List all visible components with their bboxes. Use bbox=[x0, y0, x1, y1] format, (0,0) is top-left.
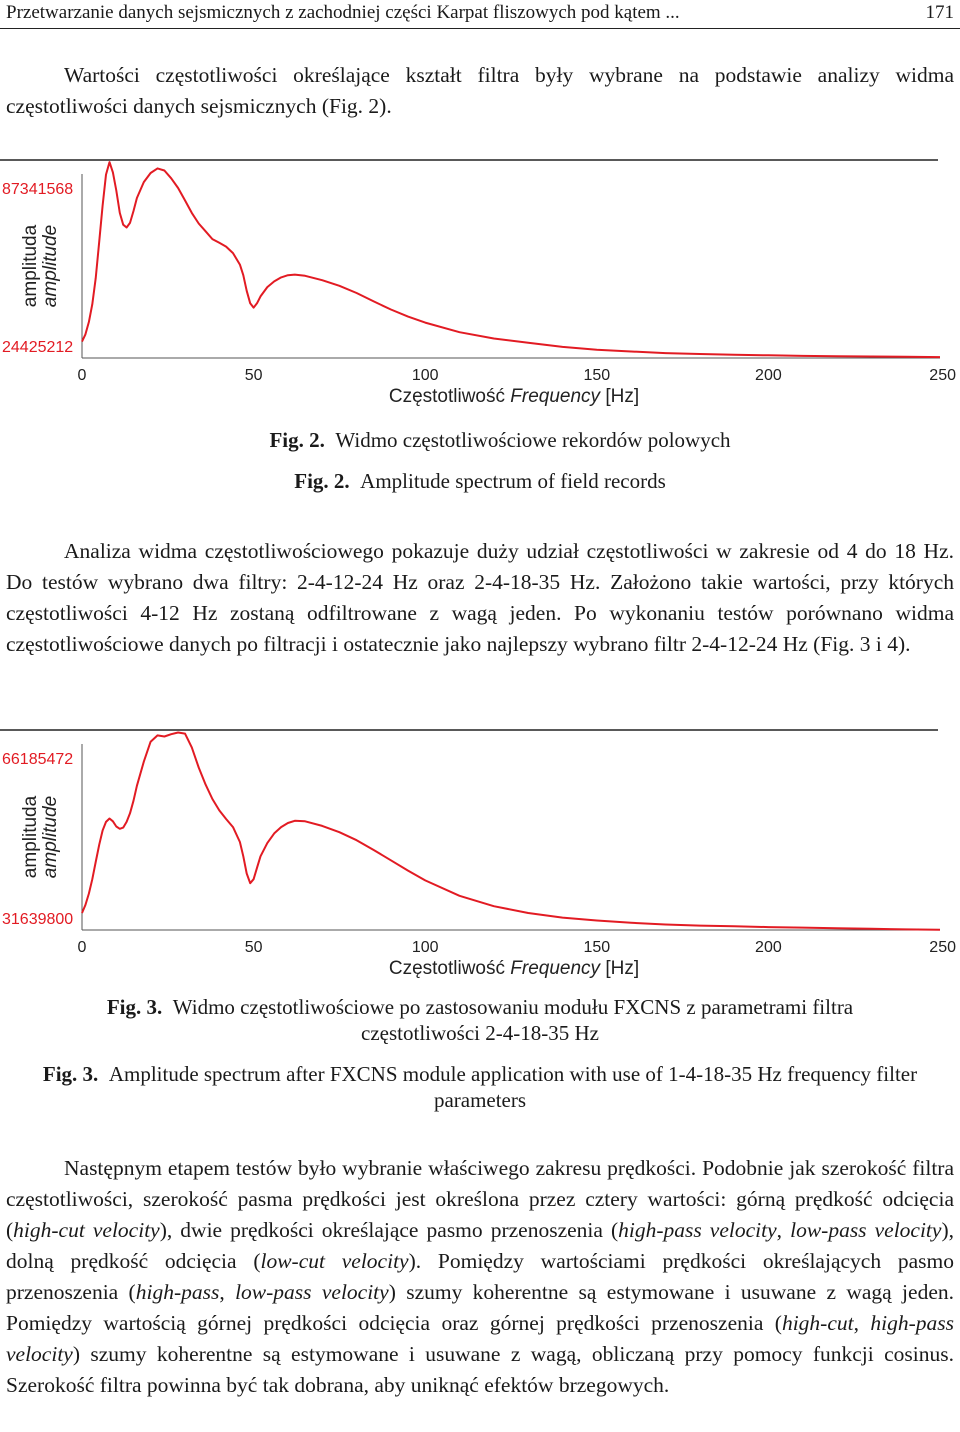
running-title: Przetwarzanie danych sejsmicznych z zachodniej części Karpat fliszowych pod kątem ... bbox=[6, 2, 680, 23]
y-tick-label-max: 66185472 bbox=[2, 751, 74, 768]
figure-2-text-en: Amplitude spectrum of field records bbox=[360, 469, 666, 493]
x-tick-label: 100 bbox=[411, 367, 439, 384]
x-tick-label: 250 bbox=[929, 367, 956, 384]
x-axis-label bbox=[389, 386, 639, 407]
x-tick-label: 100 bbox=[411, 939, 439, 956]
x-axis-label-en: Frequency bbox=[510, 386, 601, 407]
figure-2-chart bbox=[0, 150, 960, 420]
intro-text: Wartości częstotliwości określające kształt filtra były wybrane na podstawie analizy widma częstotliwości danych sejsmicznych (Fig. 2). bbox=[6, 63, 954, 118]
paragraph-2-text: Analiza widma częstotliwościowego pokazuje duży udział częstotliwości w zakresie od 4 do 18 Hz. Do testów wybrano dwa filtry: 2-4-12-24 Hz oraz 2-4-18-35 Hz. Założono takie wartości, przy których częstotliwości 4-12 Hz zostaną odfiltrowane z wagą jeden. Po wykonaniu testów porównano widma częstotliwościowe danych po filtracji i ostatecznie jako najlepszy wybrano filtr 2-4-12-24 Hz (Fig. 3 i 4). bbox=[6, 539, 954, 656]
x-tick-label: 250 bbox=[929, 939, 956, 956]
x-axis-label-pl: Częstotliwość bbox=[388, 386, 511, 407]
x-tick-label: 0 bbox=[77, 939, 87, 956]
y-axis-label-pl: amplituda bbox=[20, 224, 41, 308]
x-axis-unit: [Hz] bbox=[600, 958, 640, 979]
figure-2-label-pl: Fig. 2. bbox=[269, 428, 325, 452]
x-tick-label: 50 bbox=[244, 939, 263, 956]
x-tick-label: 200 bbox=[755, 367, 782, 384]
x-tick-label: 150 bbox=[583, 367, 611, 384]
header-rule bbox=[0, 28, 960, 29]
figure-3-text-en: Amplitude spectrum after FXCNS module application with use of 1-4-18-35 Hz frequency filter parameters bbox=[108, 1062, 918, 1112]
x-tick-label: 50 bbox=[244, 367, 263, 384]
x-tick-label: 200 bbox=[755, 939, 782, 956]
x-axis-label-pl: Częstotliwość bbox=[388, 958, 511, 979]
paragraph-3 bbox=[6, 1153, 954, 1401]
paragraph-3-text: Następnym etapem testów było wybranie właściwego zakresu prędkości. Podobnie jak szerokość filtra częstotliwości, szerokość pasma prędkości jest określona przez cztery wartości: górną prędkość odcięcia (high-cut velocity), dwie prędkości określające pasmo przenoszenia (high-pass velocity, low-pass velocity), dolną prędkość odcięcia (low-cut velocity). Pomiędzy wartościami prędkości określających pasmo przenoszenia (high-pass, low-pass velocity) szumy koherentne są estymowane i usuwane z wagą jeden. Pomiędzy wartością górnej prędkości odcięcia oraz górnej prędkości przenoszenia (high-cut, high-pass velocity) szumy koherentne są estymowane i usuwane z wagą, obliczaną przy pomocy funkcji cosinus. Szerokość filtra powinna być tak dobrana, aby uniknąć efektów brzegowych. bbox=[6, 1156, 954, 1397]
figure-3-text-pl: Widmo częstotliwościowe po zastosowaniu modułu FXCNS z parametrami filtra częstotliwości 2-4-18-35 Hz bbox=[172, 995, 854, 1045]
figure-3-label-pl: Fig. 3. bbox=[106, 995, 163, 1019]
figure-2-text-pl: Widmo częstotliwościowe rekordów polowych bbox=[335, 428, 731, 452]
x-tick-label: 0 bbox=[77, 367, 87, 384]
figure-3-caption-pl bbox=[60, 994, 900, 1046]
y-axis-label-pl: amplituda bbox=[20, 795, 41, 879]
running-header bbox=[6, 0, 954, 26]
spectrum-line bbox=[82, 162, 940, 357]
figure-3-label-en: Fig. 3. bbox=[42, 1062, 99, 1086]
y-tick-label-min: 31639800 bbox=[2, 911, 74, 928]
x-axis-label-en: Frequency bbox=[510, 958, 601, 979]
spectrum-line bbox=[82, 733, 940, 930]
figure-2-caption-pl bbox=[0, 427, 960, 453]
x-axis-label bbox=[389, 958, 639, 979]
figure-3-chart bbox=[0, 720, 960, 992]
page-number: 171 bbox=[925, 2, 954, 23]
y-axis-label-en: amplitude bbox=[40, 795, 61, 879]
x-tick-label: 150 bbox=[583, 939, 611, 956]
figure-2-caption-en bbox=[0, 468, 960, 494]
figure-2-svg bbox=[0, 150, 960, 420]
figure-3-caption-en bbox=[10, 1061, 950, 1113]
figure-3-svg bbox=[0, 720, 960, 992]
y-tick-label-max: 87341568 bbox=[2, 181, 74, 198]
y-tick-label-min: 24425212 bbox=[2, 339, 74, 356]
intro-paragraph bbox=[6, 60, 954, 122]
paragraph-2 bbox=[6, 536, 954, 660]
y-axis-label-en: amplitude bbox=[40, 224, 61, 308]
x-axis-unit: [Hz] bbox=[600, 386, 640, 407]
figure-2-label-en: Fig. 2. bbox=[294, 469, 350, 493]
